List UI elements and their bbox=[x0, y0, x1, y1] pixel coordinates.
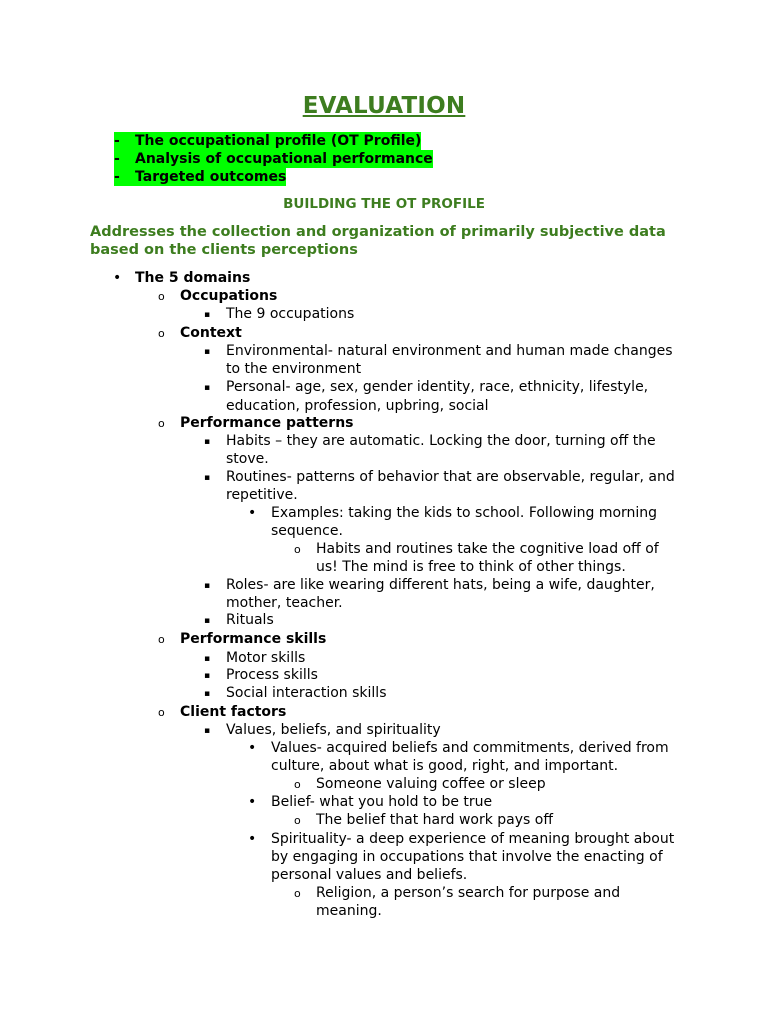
list-item: Belief- what you hold to be true bbox=[271, 794, 493, 810]
square-marker: ▪ bbox=[204, 654, 211, 664]
highlight-list bbox=[114, 131, 433, 185]
list-item-context: Context bbox=[180, 325, 242, 341]
list-item: The 9 occupations bbox=[226, 306, 355, 322]
list-item-continuation: to the environment bbox=[226, 361, 362, 377]
list-item: Rituals bbox=[226, 612, 274, 628]
list-item: Spirituality- a deep experience of meaning brought about bbox=[271, 831, 675, 847]
list-item-continuation: education, profession, upbring, social bbox=[226, 398, 489, 414]
square-marker: ▪ bbox=[204, 726, 211, 736]
highlight-text: The occupational profile (OT Profile) bbox=[135, 133, 422, 149]
dash-marker: - bbox=[114, 169, 120, 185]
intro-paragraph: Addresses the collection and organization of primarily subjective data based on the clients perceptions bbox=[90, 224, 666, 258]
highlight-item bbox=[114, 167, 433, 185]
circle-marker: o bbox=[158, 633, 165, 646]
list-item: Roles- are like wearing different hats, being a wife, daughter, bbox=[226, 577, 655, 593]
list-item: The belief that hard work pays off bbox=[316, 812, 553, 828]
square-marker: ▪ bbox=[204, 437, 211, 447]
square-marker: ▪ bbox=[204, 616, 211, 626]
square-marker: ▪ bbox=[204, 310, 211, 320]
dash-marker: - bbox=[114, 133, 120, 149]
list-item: Examples: taking the kids to school. Following morning bbox=[271, 505, 658, 521]
square-marker: ▪ bbox=[204, 383, 211, 393]
list-item: Motor skills bbox=[226, 650, 306, 666]
list-item: Habits and routines take the cognitive load off of bbox=[316, 541, 659, 557]
list-item: Social interaction skills bbox=[226, 685, 387, 701]
list-item: Process skills bbox=[226, 667, 318, 683]
square-marker: ▪ bbox=[204, 581, 211, 591]
highlight-text: Analysis of occupational performance bbox=[135, 151, 433, 167]
highlight-item bbox=[114, 131, 433, 149]
list-item-performance-patterns: Performance patterns bbox=[180, 415, 354, 431]
list-item-continuation: culture, about what is good, right, and important. bbox=[271, 758, 619, 774]
list-item-continuation: mother, teacher. bbox=[226, 595, 343, 611]
square-marker: ▪ bbox=[204, 689, 211, 699]
bullet-marker: • bbox=[248, 794, 257, 810]
list-item-continuation: meaning. bbox=[316, 903, 382, 919]
list-item: Religion, a person’s search for purpose and bbox=[316, 885, 621, 901]
list-item: Environmental- natural environment and human made changes bbox=[226, 343, 673, 359]
highlight-item bbox=[114, 149, 433, 167]
circle-marker: o bbox=[294, 543, 301, 556]
section-subheading: BUILDING THE OT PROFILE bbox=[283, 196, 485, 212]
circle-marker: o bbox=[294, 887, 301, 900]
list-item-continuation: by engaging in occupations that involve the enacting of bbox=[271, 849, 663, 865]
bullet-marker: • bbox=[248, 831, 257, 847]
list-item-domains: The 5 domains bbox=[135, 270, 251, 286]
highlight-text: Targeted outcomes bbox=[135, 169, 287, 185]
list-item-client-factors: Client factors bbox=[180, 704, 287, 720]
list-item: Habits – they are automatic. Locking the door, turning off the bbox=[226, 433, 656, 449]
bullet-marker: • bbox=[113, 270, 122, 286]
list-item: Personal- age, sex, gender identity, race, ethnicity, lifestyle, bbox=[226, 379, 649, 395]
square-marker: ▪ bbox=[204, 347, 211, 357]
list-item-continuation: sequence. bbox=[271, 523, 343, 539]
list-item: Someone valuing coffee or sleep bbox=[316, 776, 546, 792]
circle-marker: o bbox=[294, 778, 301, 791]
circle-marker: o bbox=[294, 814, 301, 827]
list-item: Values, beliefs, and spirituality bbox=[226, 722, 441, 738]
list-item-occupations: Occupations bbox=[180, 288, 278, 304]
bullet-marker: • bbox=[248, 505, 257, 521]
list-item-performance-skills: Performance skills bbox=[180, 631, 327, 647]
list-item-continuation: personal values and beliefs. bbox=[271, 867, 468, 883]
circle-marker: o bbox=[158, 327, 165, 340]
list-item-continuation: us! The mind is free to think of other things. bbox=[316, 559, 626, 575]
bullet-marker: • bbox=[248, 740, 257, 756]
list-item: Values- acquired beliefs and commitments, derived from bbox=[271, 740, 669, 756]
square-marker: ▪ bbox=[204, 473, 211, 483]
square-marker: ▪ bbox=[204, 671, 211, 681]
circle-marker: o bbox=[158, 706, 165, 719]
list-item-continuation: repetitive. bbox=[226, 487, 298, 503]
page-title: EVALUATION bbox=[302, 93, 466, 119]
list-item-continuation: stove. bbox=[226, 451, 269, 467]
dash-marker: - bbox=[114, 151, 120, 167]
list-item: Routines- patterns of behavior that are observable, regular, and bbox=[226, 469, 675, 485]
circle-marker: o bbox=[158, 290, 165, 303]
circle-marker: o bbox=[158, 417, 165, 430]
